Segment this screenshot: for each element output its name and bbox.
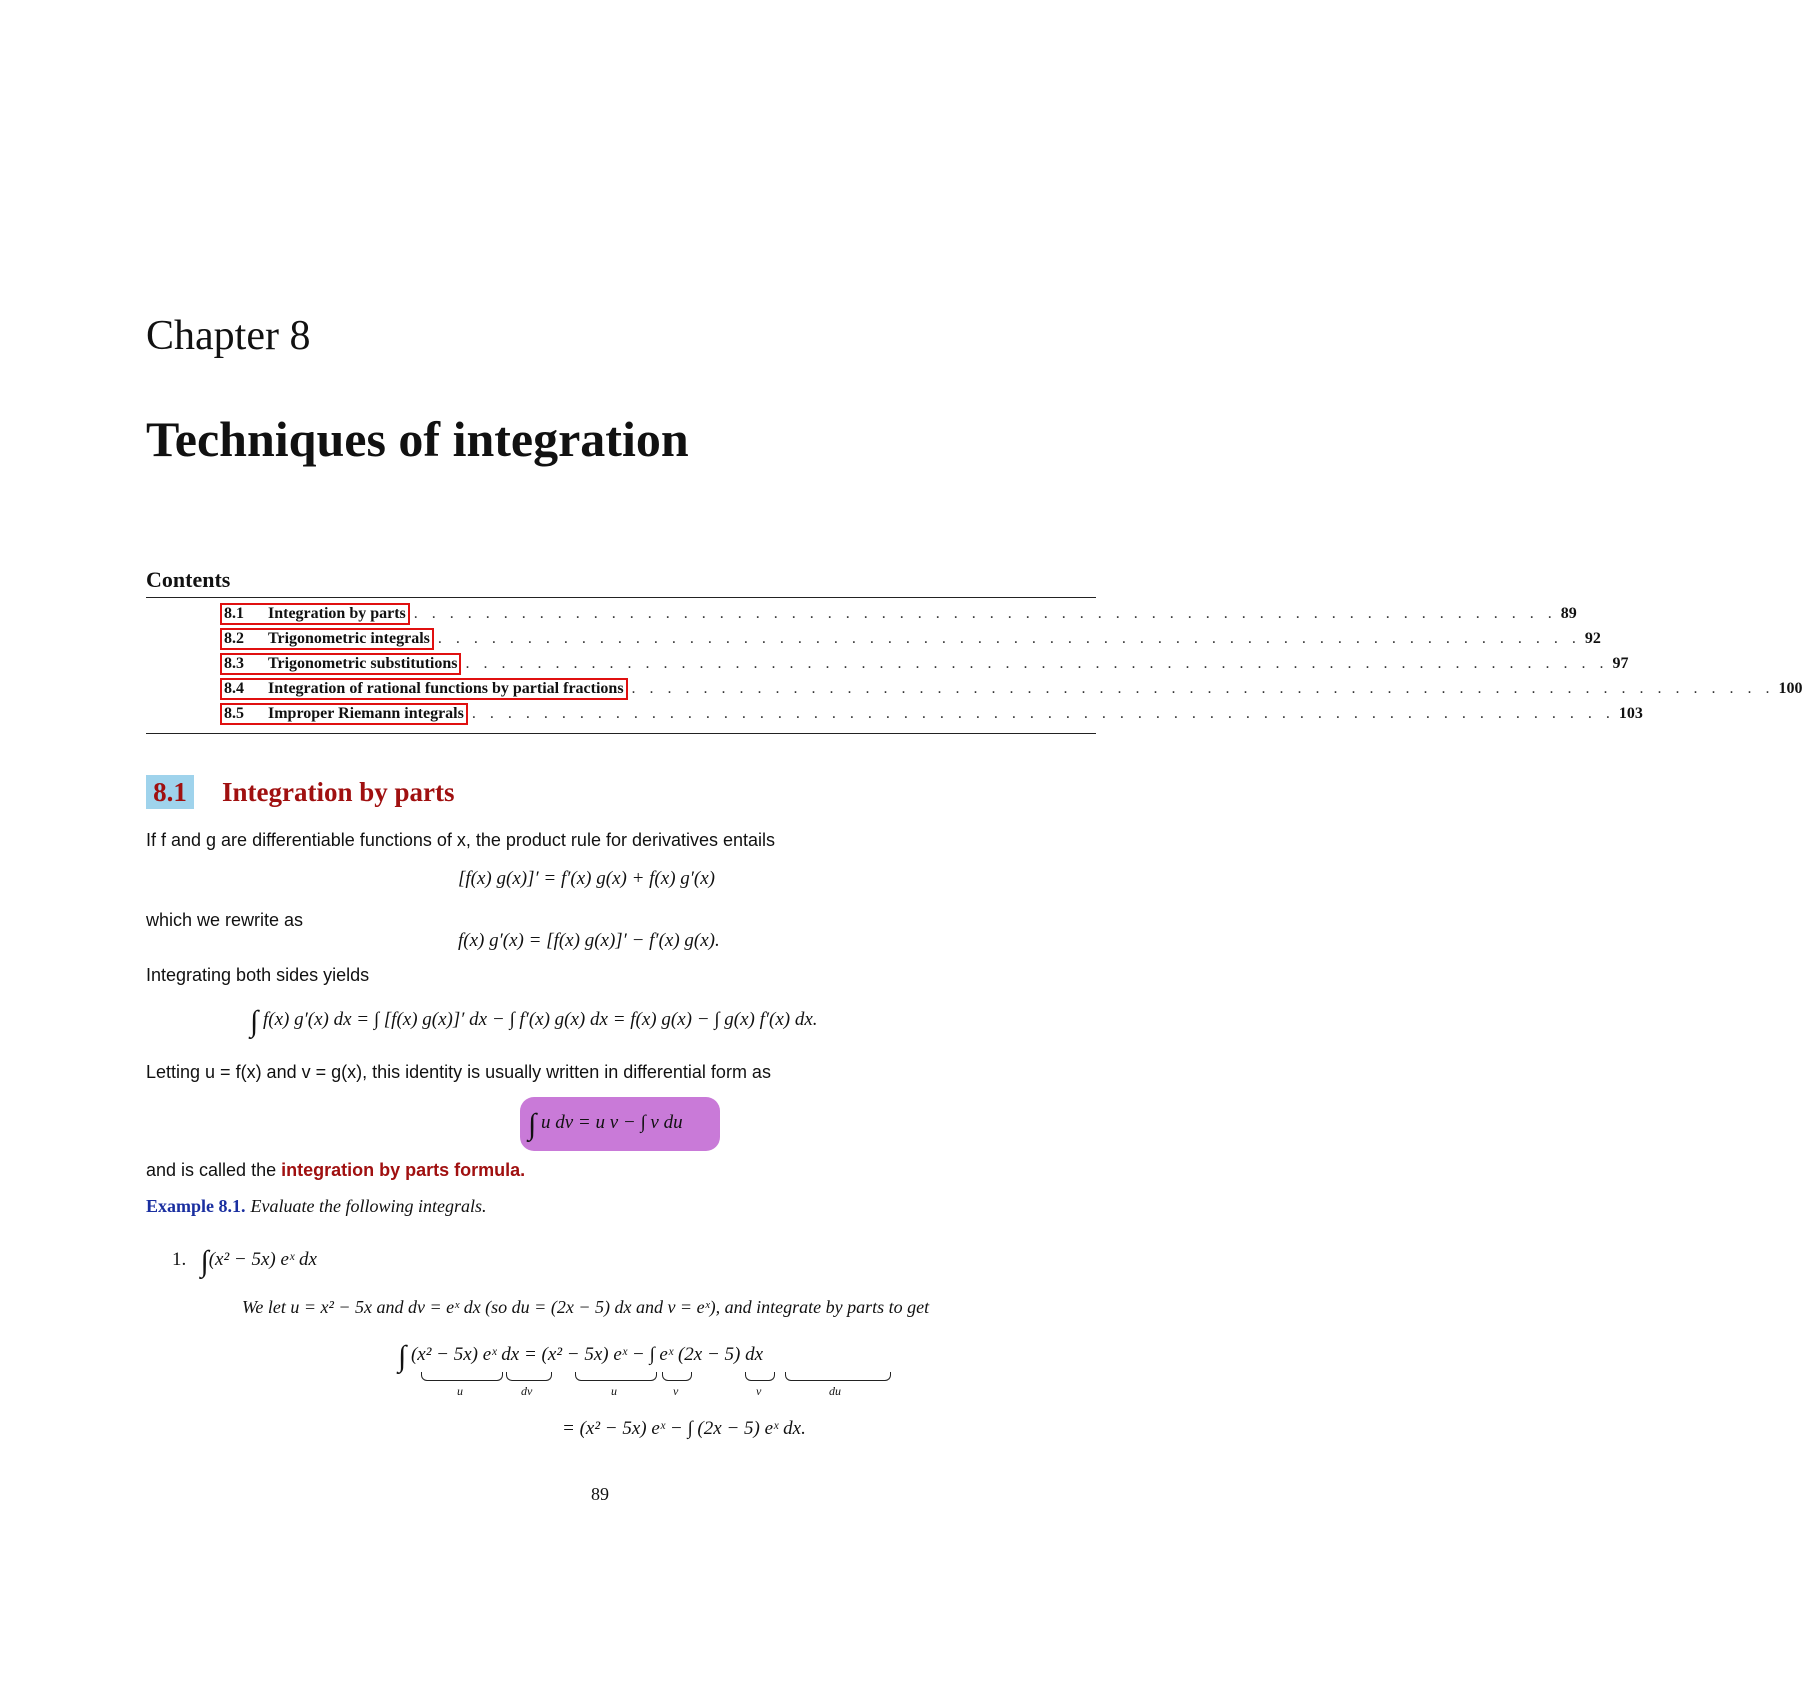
integral-sign: ∫	[528, 1108, 537, 1141]
underbrace-du	[785, 1372, 891, 1381]
equation-integrated-body: f(x) g′(x) dx = ∫ [f(x) g(x)]′ dx − ∫ f′(x) g(x) dx = f(x) g(x) − ∫ g(x) f′(x) dx.	[262, 1009, 818, 1030]
toc-leader: . . . . . . . . . . . . . . . . . . . . . . . . . . . . . . . . . . . . . . . . . . . . . . . . . . . . . . . . . . . . . . . .	[413, 605, 1557, 622]
contents-heading: Contents	[146, 567, 231, 592]
underbrace-label-u-2: u	[611, 1384, 617, 1398]
item-1	[172, 1245, 317, 1279]
toc-entry-8-2[interactable]	[220, 627, 1601, 651]
toc-page: 92	[1584, 630, 1601, 647]
toc-number: 8.2	[224, 630, 244, 647]
paragraph-rewrite: which we rewrite as	[146, 910, 304, 930]
toc-entry-8-3[interactable]	[220, 652, 1629, 676]
formula-name: integration by parts formula.	[281, 1160, 526, 1180]
toc-link-box[interactable]	[220, 653, 461, 675]
toc-page: 103	[1618, 705, 1643, 722]
underbrace-v-2	[745, 1372, 775, 1381]
contents-top-rule	[146, 597, 1096, 598]
toc-title: Integration by parts	[268, 605, 406, 622]
underbrace-label-u: u	[457, 1384, 463, 1398]
toc-leader: . . . . . . . . . . . . . . . . . . . . . . . . . . . . . . . . . . . . . . . . . . . . . . . . . . . . . . . . . . . . . . . .	[465, 655, 1609, 672]
underbrace-label-dv: dv	[521, 1384, 533, 1398]
toc-number: 8.3	[224, 655, 244, 672]
equation-result	[562, 1418, 806, 1440]
underbrace-label-v: v	[673, 1384, 679, 1398]
contents-bottom-rule	[146, 733, 1096, 734]
item-1-integral: (x² − 5x) eˣ dx	[208, 1249, 317, 1270]
example-label: Example 8.1.	[146, 1196, 246, 1216]
integral-sign: ∫	[200, 1245, 209, 1278]
toc-entry-8-4[interactable]	[220, 677, 1803, 701]
equation-rewrite: f(x) g′(x) = [f(x) g(x)]′ − f′(x) g(x).	[458, 930, 720, 951]
equation-parts-applied-body: (x² − 5x) eˣ dx = (x² − 5x) eˣ − ∫ eˣ (2x − 5) dx	[410, 1344, 764, 1365]
toc-number: 8.4	[224, 680, 244, 697]
underbrace-dv	[506, 1372, 552, 1381]
item-1-explanation: We let u = x² − 5x and dv = eˣ dx (so du = (2x − 5) dx and v = eˣ), and integrate by parts to get	[242, 1297, 930, 1317]
chapter-title: Techniques of integration	[146, 411, 689, 467]
paragraph-product-rule: If f and g are differentiable functions of x, the product rule for derivatives entails	[146, 830, 776, 850]
toc-link-box[interactable]	[220, 628, 434, 650]
toc-entry-8-1[interactable]	[220, 602, 1577, 626]
underbrace-u	[421, 1372, 503, 1381]
integral-sign: ∫	[250, 1005, 259, 1038]
equation-parts-formula	[528, 1108, 683, 1142]
paragraph-formula-name	[146, 1160, 525, 1181]
underbrace-label-v-2: v	[756, 1384, 762, 1398]
paragraph-integrating: Integrating both sides yields	[146, 965, 370, 985]
equation-parts-formula-body: u dv = u v − ∫ v du	[540, 1112, 683, 1133]
example-heading	[146, 1196, 487, 1217]
equation-integrated	[250, 1005, 818, 1039]
integral-sign: ∫	[398, 1340, 407, 1373]
formula-name-prefix: and is called the	[146, 1160, 282, 1180]
toc-title: Trigonometric substitutions	[268, 655, 458, 672]
section-number: 8.1	[146, 775, 194, 809]
paragraph-differential-form: Letting u = f(x) and v = g(x), this identity is usually written in differential form as	[146, 1062, 771, 1082]
toc-title: Integration of rational functions by partial fractions	[268, 680, 624, 697]
toc-number: 8.5	[224, 705, 244, 722]
page-number: 89	[591, 1484, 609, 1504]
toc-number: 8.1	[224, 605, 244, 622]
equation-product-rule: [f(x) g(x)]′ = f′(x) g(x) + f(x) g′(x)	[458, 868, 716, 889]
item-number: 1.	[172, 1249, 187, 1270]
underbrace-v	[662, 1372, 692, 1381]
toc-title: Trigonometric integrals	[268, 630, 430, 647]
toc-leader: . . . . . . . . . . . . . . . . . . . . . . . . . . . . . . . . . . . . . . . . . . . . . . . . . . . . . . . . . . . . . . . .	[437, 630, 1581, 647]
toc-link-box[interactable]	[220, 678, 628, 700]
toc-page: 100	[1778, 680, 1803, 697]
equation-result-body: = (x² − 5x) eˣ − ∫ (2x − 5) eˣ dx.	[562, 1418, 806, 1439]
section-title: Integration by parts	[222, 777, 455, 807]
toc-title: Improper Riemann integrals	[268, 705, 464, 722]
example-text: Evaluate the following integrals.	[250, 1196, 487, 1216]
underbrace-label-du: du	[829, 1384, 841, 1398]
toc-leader: . . . . . . . . . . . . . . . . . . . . . . . . . . . . . . . . . . . . . . . . . . . . . . . . . . . . . . . . . . . . . . . .	[471, 705, 1615, 722]
toc-page: 97	[1612, 655, 1629, 672]
toc-entry-8-5[interactable]	[220, 702, 1643, 726]
toc-link-box[interactable]	[220, 603, 410, 625]
toc-link-box[interactable]	[220, 703, 468, 725]
underbrace-u-2	[575, 1372, 657, 1381]
equation-parts-applied	[398, 1340, 763, 1374]
chapter-label: Chapter 8	[146, 313, 311, 359]
toc-page: 89	[1560, 605, 1577, 622]
toc-leader: . . . . . . . . . . . . . . . . . . . . . . . . . . . . . . . . . . . . . . . . . . . . . . . . . . . . . . . . . . . . . . . .	[631, 680, 1775, 697]
